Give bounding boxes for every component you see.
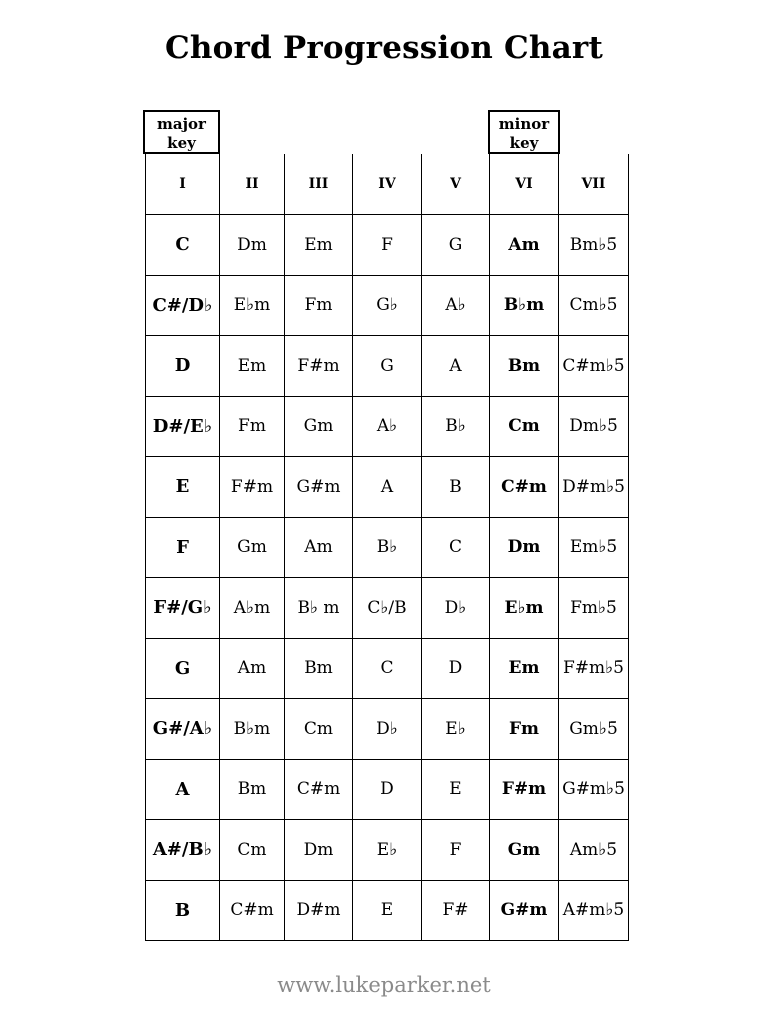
- degree-header: IV: [353, 154, 422, 215]
- chord-cell: G#m♭5̄: [559, 759, 629, 820]
- chord-cell: G#m: [285, 457, 353, 518]
- minor-key-cell: E♭m: [490, 578, 559, 639]
- chord-cell: Em♭5̄: [559, 517, 629, 578]
- chord-cell: G♭: [353, 275, 422, 336]
- chord-row: [146, 275, 629, 336]
- chord-cell: F: [353, 215, 422, 276]
- chord-cell: Cm: [285, 699, 353, 760]
- chord-cell: Em: [220, 336, 285, 397]
- chord-cell: C#m: [285, 759, 353, 820]
- chord-cell: F#m♭5̄: [559, 638, 629, 699]
- chord-cell: Gm♭5̄: [559, 699, 629, 760]
- degree-header: VI: [490, 154, 559, 215]
- chord-cell: C♭/B: [353, 578, 422, 639]
- chord-cell: Gm: [285, 396, 353, 457]
- chord-row: [146, 336, 629, 397]
- chord-cell: E♭: [353, 820, 422, 881]
- chord-cell: Bm: [285, 638, 353, 699]
- chord-table: [145, 154, 629, 941]
- degree-header: II: [220, 154, 285, 215]
- chord-row: [146, 699, 629, 760]
- chord-cell: E: [422, 759, 490, 820]
- chord-cell: D: [353, 759, 422, 820]
- minor-key-cell: C#m: [490, 457, 559, 518]
- chord-cell: C#m: [220, 880, 285, 941]
- chord-cell: E♭: [422, 699, 490, 760]
- minor-key-cell: Am: [490, 215, 559, 276]
- major-key-cell: A#/B♭: [146, 820, 220, 881]
- major-key-cell: E: [146, 457, 220, 518]
- major-key-label: major key: [143, 110, 220, 154]
- chord-cell: G: [422, 215, 490, 276]
- minor-key-cell: Dm: [490, 517, 559, 578]
- chord-cell: Dm: [285, 820, 353, 881]
- chord-cell: Dm♭5̄: [559, 396, 629, 457]
- chord-cell: F#m: [285, 336, 353, 397]
- degree-header: I: [146, 154, 220, 215]
- chord-row: [146, 517, 629, 578]
- chord-cell: Gm: [220, 517, 285, 578]
- minor-key-cell: Em: [490, 638, 559, 699]
- chord-row: [146, 457, 629, 518]
- chord-cell: Am: [285, 517, 353, 578]
- chord-cell: Cm♭5̄: [559, 275, 629, 336]
- chord-cell: Em: [285, 215, 353, 276]
- chord-cell: B♭: [422, 396, 490, 457]
- degree-header: III: [285, 154, 353, 215]
- chord-cell: D♭: [353, 699, 422, 760]
- chord-cell: D#m♭5̄: [559, 457, 629, 518]
- chord-cell: Fm♭5̄: [559, 578, 629, 639]
- chord-cell: C: [353, 638, 422, 699]
- major-key-cell: G#/A♭: [146, 699, 220, 760]
- chord-cell: E: [353, 880, 422, 941]
- chord-cell: Fm: [220, 396, 285, 457]
- minor-key-cell: Fm: [490, 699, 559, 760]
- degree-header: V: [422, 154, 490, 215]
- chord-cell: Bm: [220, 759, 285, 820]
- chord-cell: Fm: [285, 275, 353, 336]
- chord-row: [146, 638, 629, 699]
- chord-cell: E♭m: [220, 275, 285, 336]
- minor-key-cell: Bm: [490, 336, 559, 397]
- chord-row: [146, 396, 629, 457]
- chord-row: [146, 215, 629, 276]
- chord-row: [146, 820, 629, 881]
- major-key-cell: G: [146, 638, 220, 699]
- chord-cell: Am: [220, 638, 285, 699]
- major-key-cell: F: [146, 517, 220, 578]
- major-key-cell: D#/E♭: [146, 396, 220, 457]
- degree-header-row: [146, 154, 629, 215]
- chord-cell: B♭m: [220, 699, 285, 760]
- chord-cell: Bm♭5̄: [559, 215, 629, 276]
- degree-header: VII: [559, 154, 629, 215]
- chord-cell: G: [353, 336, 422, 397]
- chord-cell: Am♭5̄: [559, 820, 629, 881]
- chord-cell: Cm: [220, 820, 285, 881]
- chord-cell: A: [422, 336, 490, 397]
- major-key-cell: A: [146, 759, 220, 820]
- chord-cell: C#m♭5̄: [559, 336, 629, 397]
- chord-cell: C: [422, 517, 490, 578]
- minor-key-label: minor key: [488, 110, 560, 154]
- major-key-cell: B: [146, 880, 220, 941]
- minor-key-cell: Cm: [490, 396, 559, 457]
- major-key-cell: D: [146, 336, 220, 397]
- chord-cell: F#: [422, 880, 490, 941]
- chord-cell: A♭m: [220, 578, 285, 639]
- minor-key-cell: G#m: [490, 880, 559, 941]
- chord-cell: Dm: [220, 215, 285, 276]
- chord-row: [146, 880, 629, 941]
- major-key-cell: C#/D♭: [146, 275, 220, 336]
- chord-row: [146, 578, 629, 639]
- chord-cell: F#m: [220, 457, 285, 518]
- chord-row: [146, 759, 629, 820]
- chord-table-body: [146, 154, 629, 941]
- chord-cell: D#m: [285, 880, 353, 941]
- minor-key-cell: Gm: [490, 820, 559, 881]
- chord-cell: A: [353, 457, 422, 518]
- chord-cell: D♭: [422, 578, 490, 639]
- chord-cell: F: [422, 820, 490, 881]
- chord-cell: D: [422, 638, 490, 699]
- major-key-cell: C: [146, 215, 220, 276]
- chord-cell: A♭: [353, 396, 422, 457]
- chord-cell: A♭: [422, 275, 490, 336]
- minor-key-cell: F#m: [490, 759, 559, 820]
- chord-cell: B♭ m: [285, 578, 353, 639]
- chord-cell: B: [422, 457, 490, 518]
- chord-cell: B♭: [353, 517, 422, 578]
- chord-cell: A#m♭5̄: [559, 880, 629, 941]
- page-title: Chord Progression Chart: [165, 30, 603, 66]
- minor-key-cell: B♭m: [490, 275, 559, 336]
- footer-url: www.lukeparker.net: [277, 973, 491, 997]
- major-key-cell: F#/G♭: [146, 578, 220, 639]
